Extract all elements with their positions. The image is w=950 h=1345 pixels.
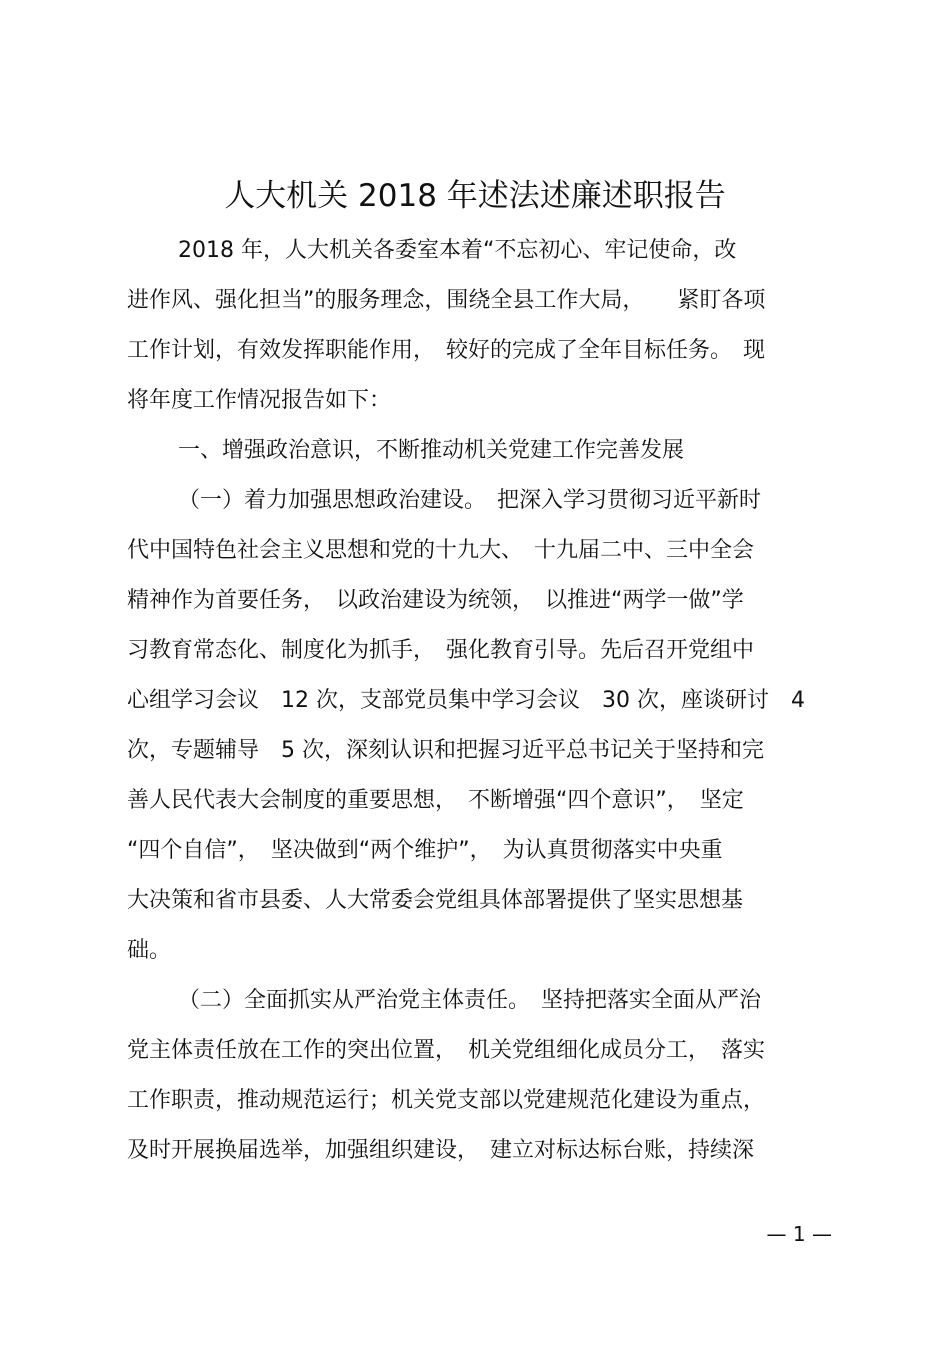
paragraph-line: 工作计划，有效发挥职能作用， 较好的完成了全年目标任务。 现 — [127, 338, 766, 363]
paragraph-line: （二）全面抓实从严治党主体责任。 坚持把落实全面从严治 — [178, 988, 762, 1013]
paragraph-line: 进作风、强化担当”的服务理念，围绕全县工作大局， 紧盯各项 — [127, 288, 766, 313]
paragraph-line: 2018 年，人大机关各委室本着“不忘初心、牢记使命，改 — [178, 238, 737, 263]
paragraph-line: 工作职责，推动规范运行；机关党支部以党建规范化建设为重点， — [127, 1088, 766, 1113]
paragraph-line: 心组学习会议 12 次，支部党员集中学习会议 30 次，座谈研讨 4 — [127, 688, 805, 713]
paragraph-line: 将年度工作情况报告如下： — [127, 388, 392, 413]
paragraph-line: “四个自信”， 坚决做到“两个维护”， 为认真贯彻落实中央重 — [127, 838, 723, 863]
page-number: — 1 — — [766, 1222, 832, 1246]
paragraph-line: 大决策和省市县委、人大常委会党组具体部署提供了坚实思想基 — [127, 888, 744, 913]
paragraph-line: （一）着力加强思想政治建设。 把深入学习贯彻习近平新时 — [178, 488, 762, 513]
paragraph-line: 次，专题辅导 5 次，深刻认识和把握习近平总书记关于坚持和完 — [127, 738, 764, 763]
section-heading: 一、增强政治意识，不断推动机关党建工作完善发展 — [178, 438, 685, 463]
paragraph-line: 及时开展换届选举，加强组织建设， 建立对标达标台账，持续深 — [127, 1138, 755, 1163]
document-title: 人大机关 2018 年述法述廉述职报告 — [224, 178, 726, 214]
paragraph-line: 精神作为首要任务， 以政治建设为统领， 以推进“两学一做”学 — [127, 588, 744, 613]
paragraph-line: 党主体责任放在工作的突出位置， 机关党组细化成员分工， 落实 — [127, 1038, 766, 1063]
paragraph-line: 础。 — [127, 938, 172, 963]
paragraph-line: 善人民代表大会制度的重要思想， 不断增强“四个意识”， 坚定 — [127, 788, 744, 813]
paragraph-line: 代中国特色社会主义思想和党的十九大、 十九届二中、三中全会 — [127, 538, 755, 563]
paragraph-line: 习教育常态化、制度化为抓手， 强化教育引导。先后召开党组中 — [127, 638, 755, 663]
